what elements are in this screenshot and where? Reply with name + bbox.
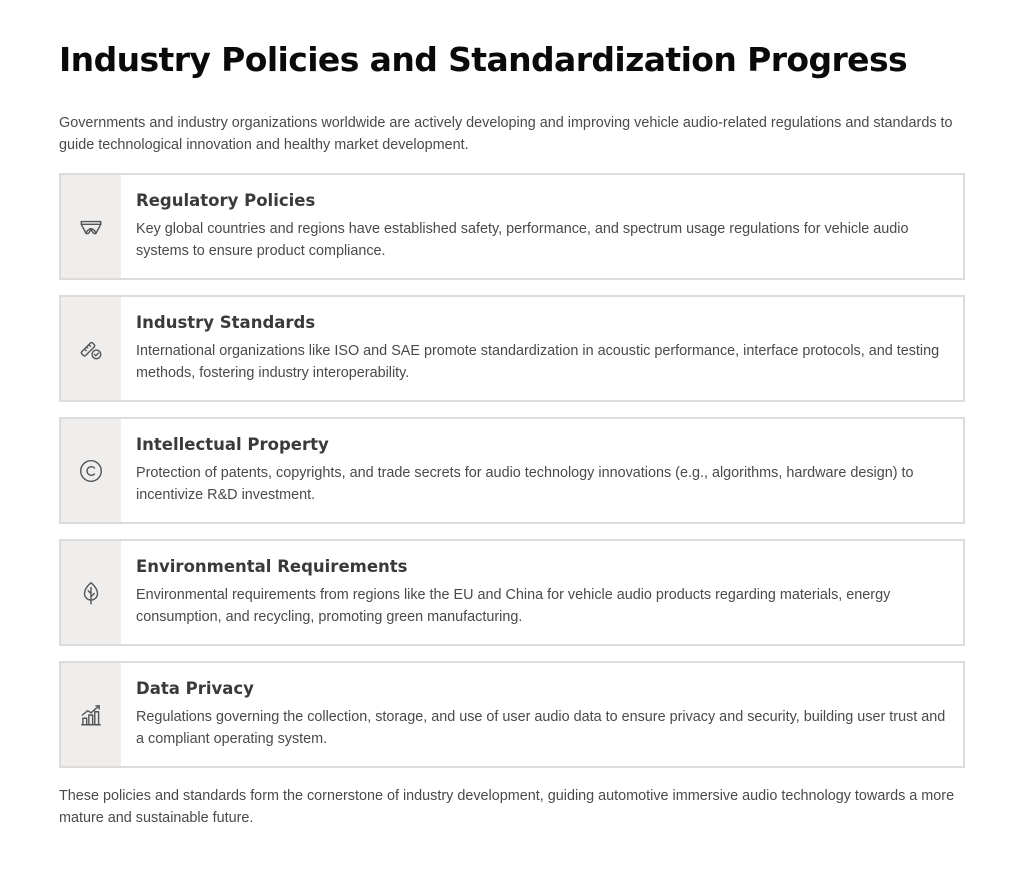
card-title: Data Privacy [136, 679, 254, 698]
leaf-icon [61, 541, 121, 644]
intro-paragraph: Governments and industry organizations worldwide are actively developing and improving vehicle audio-related regulations and standards to guide technological innovation and healthy market development. [59, 115, 953, 153]
card-text: Key global countries and regions have established safety, performance, and spectrum usage regulations for vehicle audio systems to ensure product compliance. [136, 221, 909, 259]
card-title: Intellectual Property [136, 435, 329, 454]
card-title: Regulatory Policies [136, 191, 316, 210]
card-data-privacy [59, 661, 965, 768]
ruler-check-icon [61, 297, 121, 400]
card-title: Industry Standards [136, 313, 316, 332]
growth-chart-icon [61, 663, 121, 766]
card-environmental-requirements [59, 539, 965, 646]
page-title: Industry Policies and Standardization Progress [59, 40, 908, 79]
card-text: Protection of patents, copyrights, and trade secrets for audio technology innovations (e.g., algorithms, hardware design) to incentivize R&D investment. [136, 465, 914, 503]
underwear-icon [61, 175, 121, 278]
card-regulatory-policies [59, 173, 965, 280]
card-text: Environmental requirements from regions like the EU and China for vehicle audio products regarding materials, energy consumption, and recycling, promoting green manufacturing. [136, 587, 891, 625]
card-text: Regulations governing the collection, storage, and use of user audio data to ensure privacy and security, building user trust and a compliant operating system. [136, 709, 946, 747]
card-intellectual-property [59, 417, 965, 524]
card-title: Environmental Requirements [136, 557, 408, 576]
copyright-icon [61, 419, 121, 522]
card-industry-standards [59, 295, 965, 402]
card-text: International organizations like ISO and SAE promote standardization in acoustic performance, interface protocols, and testing methods, fostering industry interoperability. [136, 343, 940, 381]
outro-paragraph: These policies and standards form the cornerstone of industry development, guiding automotive immersive audio technology towards a more mature and sustainable future. [59, 788, 955, 826]
